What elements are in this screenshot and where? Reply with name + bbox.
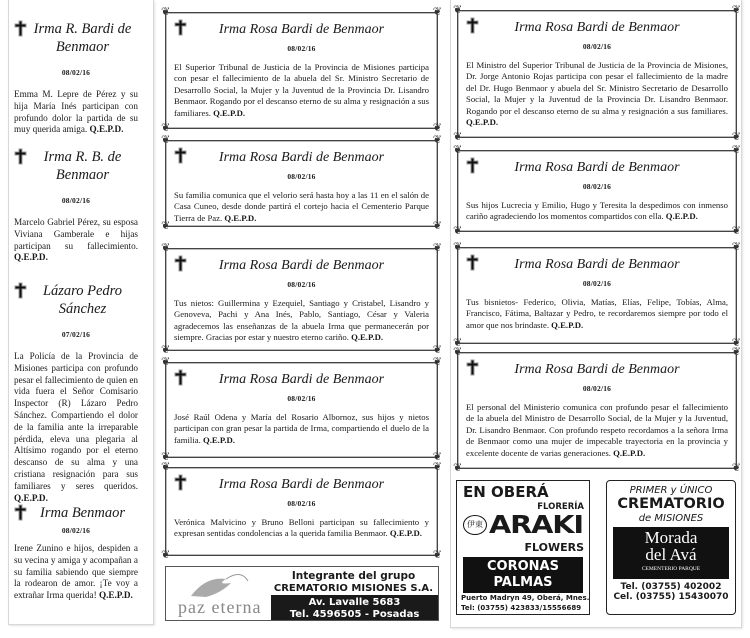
obituary-text: Su familia comunica que el velorio será hasta hoy a las 11 en el salón de Casa Cuneo, desde donde partirá el cortejo hacia el Cementerio Parque Tierra de Paz. Q.E.P.D. [174,190,429,223]
corner-ornament-icon: ❦ [731,225,741,237]
obituary-card [161,356,442,463]
corner-ornament-icon: ❦ [731,4,741,16]
obituary-text: El Ministro del Superior Tribunal de Justicia de la Provincia de Misiones, Dr. Jorge Antonio Rojas participa con pesar el fallecimiento de la madre del Dr. Hugo Benmaor y abuela del Sr. Ministro Secretario de Desarrollo Social, la Mujer y la Juventud de la Provincia Dr. Lisandro Benmaor. Rogando por el descanso eterno de su alma y resignación a sus familiares. Q.E.P.D. [466,60,728,128]
obituary-notice [14,148,138,264]
obituary-card [453,144,741,237]
obituary-name: Irma R. Bardi de Benmaor [33,21,132,55]
corner-ornament-icon: ❦ [731,346,741,358]
cross-icon [14,504,27,521]
corner-ornament-icon: ❦ [453,346,463,358]
cross-icon [14,148,27,165]
corner-ornament-icon: ❦ [432,242,442,254]
corner-ornament-icon: ❦ [161,6,171,18]
corner-ornament-icon: ❦ [161,451,171,463]
obituary-text: Sus hijos Lucrecia y Emilio, Hugo y Teresita la despedimos con inmenso cariño agradeciendo los momentos compartidos con ella. Q.E.P.D. [466,200,728,222]
obituary-text: José Raúl Odena y María del Rosario Albornoz, sus hijos y nietos participan con gran pesar la partida de Irma, compartiendo el duelo de la familia. Q.E.P.D. [174,412,429,445]
corner-ornament-icon: ❦ [161,220,171,232]
corner-ornament-icon: ❦ [453,144,463,156]
corner-ornament-icon: ❦ [432,461,442,473]
obituary-name: Irma R. B. de Benmaor [43,149,122,183]
obituary-date: 08/02/16 [61,68,91,77]
paz-eterna-logo: paz eterna [172,571,266,617]
obituary-notice [14,20,138,136]
obituary-date: 08/02/16 [287,44,316,53]
corner-ornament-icon: ❦ [453,241,463,253]
corner-ornament-icon: ❦ [731,131,741,143]
ad-products-box: CORONAS PALMAS [463,557,583,593]
obituary-card [453,346,741,474]
cross-icon [14,282,27,299]
corner-ornament-icon: ❦ [432,549,442,561]
obituary-card [161,242,442,356]
corner-ornament-icon: ❦ [453,4,463,16]
corner-ornament-icon: ❦ [453,337,463,349]
obituary-text: Irene Zunino e hijos, despiden a su vecina y amiga y acompañan a su familia sabiendo que siempre la rodearon de amor. ¡Te voy a extrañar Irma querida! Q.E.P.D. [14,543,138,601]
obituary-text: El Superior Tribunal de Justicia de la Provincia de Misiones participa con pesar el fallecimiento de la abuela del Sr. Ministro Secretario de Desarrollo Social, la Mujer y la Juventud de la Provincia Dr. Lisandro Benmaor. Rogando por el descanso eterno de su alma y resignación a sus familiares. Q.E.P.D. [174,62,429,118]
corner-ornament-icon: ❦ [453,225,463,237]
obituary-date: 08/02/16 [582,279,612,288]
obituary-text: Tus nietos: Guillermina y Ezequiel, Santiago y Cristabel, Lisandro y Genoveva, Pachi y Ana Inés, Pablo, Santiago, César y Valeria agradecemos las enseñanzas de la abuela Irma que permanecerán por siempre. Gracias por estar y nuestro eterno cariño. Q.E.P.D. [174,298,429,343]
obituary-name: Irma Rosa Bardi de Benmaor [514,362,680,377]
araki-logo-icon: 伊東 [463,515,487,535]
cross-icon [174,147,187,164]
obituary-name: Irma Rosa Bardi de Benmaor [514,257,680,272]
obituary-text: Marcelo Gabriel Pérez, su esposa Viviana Gamberale e hijas participan su fallecimiento. Q.E.P.D. [14,217,138,263]
ad-address-box: Av. Lavalle 5683 Tel. 4596505 - Posadas [271,595,438,620]
corner-ornament-icon: ❦ [161,549,171,561]
obituary-text: La Policía de la Provincia de Misiones participa con profundo pesar el fallecimiento de quien en vida fuera el Señor Comisario Inspector (R) Lázaro Pedro Sánchez. Compartiendo el dolor de la familia ante la irreparable pérdida, eleva una plegaria al Altísimo rogando por el eterno descanso de su alma y una cristiana resignación para sus familiares y seres queridos. Q.E.P.D. [14,351,138,503]
corner-ornament-icon: ❦ [161,461,171,473]
corner-ornament-icon: ❦ [453,131,463,143]
obituary-date: 08/02/16 [582,182,612,191]
ad-morada-del-ava: PRIMER y ÚNICO CREMATORIO de MISIONES Morada del Avá CEMENTERIO PARQUE Tel. (03755) 402002 Cel. (03755) 15430070 [606,480,736,615]
ad-araki-floreria: EN OBERÁ FLORERÍA 伊東 ARAKI FLOWERS CORONAS PALMAS Puerto Madryn 49, Oberá, Mnes. Tel: (03755) 423833/15556689 [456,480,590,615]
obituary-date: 08/02/16 [287,499,316,508]
cross-icon [14,20,27,37]
obituary-name: Irma Rosa Bardi de Benmaor [218,258,385,273]
obituary-date: 08/02/16 [61,526,91,535]
cross-icon [174,255,187,272]
obituary-name: Irma Rosa Bardi de Benmaor [218,372,385,387]
ad-line: CREMATORIO MISIONES S.A. [273,583,434,594]
obituary-date: 07/02/16 [61,330,91,339]
corner-ornament-icon: ❦ [161,242,171,254]
obituary-card [161,6,442,134]
obituary-name: Lázaro Pedro Sánchez [42,283,123,317]
obituary-date: 08/02/16 [61,196,91,205]
corner-ornament-icon: ❦ [432,134,442,146]
cross-icon [466,17,479,34]
cross-icon [174,369,187,386]
obituary-date: 08/02/16 [582,384,612,393]
corner-ornament-icon: ❦ [731,144,741,156]
obituary-text: El personal del Ministerio comunica con profundo pesar el fallecimiento de la abuela del Ministro de Desarrollo Social, de la Mujer y la Juventud, Dr. Lisandro Benmaor. Con profundo respeto recordamos a la señora Irma de Benmaor como una mujer de impecable trayectoria en la provincia y excelente docente de varias generaciones. Q.E.P.D. [466,402,728,458]
obituary-name: Irma Rosa Bardi de Benmaor [514,20,680,35]
obituary-card [453,241,741,349]
corner-ornament-icon: ❦ [432,344,442,356]
cross-icon [174,474,187,491]
obituary-text: Emma M. Lepre de Pérez y su hija María Inés participan con profundo dolor la partida de su muy querida amiga. Q.E.P.D. [14,89,138,135]
corner-ornament-icon: ❦ [161,122,171,134]
cross-icon [174,19,187,36]
cross-icon [466,359,479,376]
cross-icon [466,157,479,174]
obituary-date: 08/02/16 [582,42,612,51]
ad-paz-eterna [165,566,439,621]
obituary-notice [14,282,138,504]
obituary-name: Irma Rosa Bardi de Benmaor [218,150,385,165]
obituary-text: Verónica Malvicino y Bruno Belloni participan su fallecimiento y expresan sentidas condolencias a la querida familia Benmaor. Q.E.P.D. [174,517,429,539]
obituary-text: Tus bisnietos- Federico, Olivia, Matías, Elías, Felipe, Tobías, Alma, Francisco, Fátima, Baltazar y Pedro, te recordaremos siempre por todo el amor que nos brindaste. Q.E.P.D. [466,297,728,330]
obituary-date: 08/02/16 [287,394,316,403]
obituary-date: 08/02/16 [287,172,316,181]
corner-ornament-icon: ❦ [432,451,442,463]
obituary-card [453,4,741,143]
obituary-name: Irma Rosa Bardi de Benmaor [514,160,680,175]
cross-icon [466,254,479,271]
corner-ornament-icon: ❦ [161,344,171,356]
morada-logo-box: Morada del Avá CEMENTERIO PARQUE [613,527,729,579]
corner-ornament-icon: ❦ [731,462,741,474]
obituary-card [161,461,442,561]
corner-ornament-icon: ❦ [432,6,442,18]
corner-ornament-icon: ❦ [731,337,741,349]
obituary-card [161,134,442,232]
corner-ornament-icon: ❦ [161,356,171,368]
ad-line: Integrante del grupo [291,570,416,582]
obituary-notice [14,504,138,602]
araki-brand: ARAKI [489,510,583,539]
corner-ornament-icon: ❦ [432,356,442,368]
obituary-name: Irma Rosa Bardi de Benmaor [218,477,385,492]
corner-ornament-icon: ❦ [161,134,171,146]
corner-ornament-icon: ❦ [453,462,463,474]
corner-ornament-icon: ❦ [432,220,442,232]
obituary-name: Irma Benmaor [40,505,125,521]
obituary-name: Irma Rosa Bardi de Benmaor [218,22,385,37]
obituary-date: 08/02/16 [287,280,316,289]
corner-ornament-icon: ❦ [731,241,741,253]
corner-ornament-icon: ❦ [432,122,442,134]
